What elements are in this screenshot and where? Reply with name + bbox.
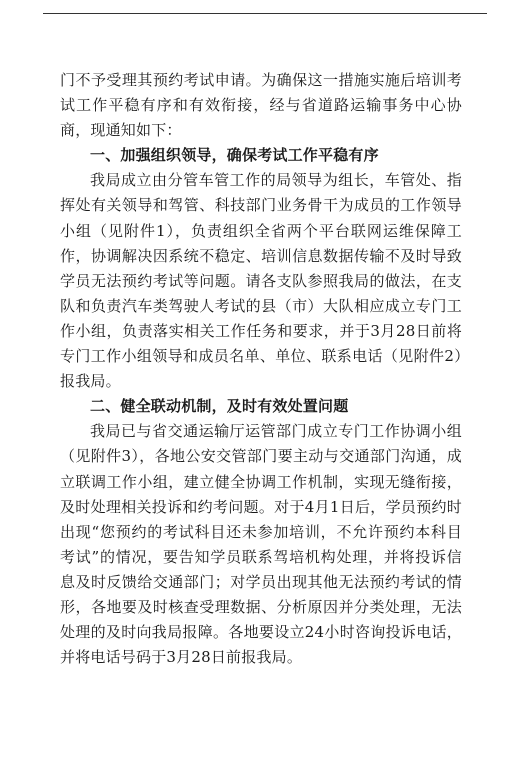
section-2-body: 我局已与省交通运输厅运管部门成立专门工作协调小组（见附件3），各地公安交管部门要主动与交通部门沟通，成立联调工作小组，建立健全协调工作机制，实现无缝衔接，及时处理相关投诉和约考问题。对于4月1日后，学员预约时出现“您预约的考试科目还未参加培训，不允许预约本科目考试”的情况，要告知学员联系驾培机构处理，并将投诉信息及时反馈给交通部门；对学员出现其他无法预约考试的情形，各地要及时核查受理数据、分析原因并分类处理，无法处理的及时向我局报障。各地要设立24小时咨询投诉电话，并将电话号码于3月28日前报我局。 xyxy=(60,422,462,667)
section-2-heading: 二、健全联动机制，及时有效处置问题 xyxy=(90,397,349,416)
document-body xyxy=(60,68,462,670)
section-1-body: 我局成立由分管车管工作的局领导为组长，车管处、指挥处有关领导和驾管、科技部门业务骨干为成员的工作领导小组（见附件1），负责组织全省两个平台联网运维保障工作，协调解决因系统不稳定、培训信息数据传输不及时导致学员无法预约考试等问题。请各支队参照我局的做法，在支队和负责汽车类驾驶人考试的县（市）大队相应成立专门工作小组，负责落实相关工作任务和要求，并于3月28日前将专门工作小组领导和成员名单、单位、联系电话（见附件2）报我局。 xyxy=(60,171,462,391)
header-rule xyxy=(43,13,487,14)
intro-paragraph: 门不予受理其预约考试申请。为确保这一措施实施后培训考试工作平稳有序和有效衔接，经与省道路运输事务中心协商，现通知如下： xyxy=(60,71,462,140)
section-1-heading: 一、加强组织领导，确保考试工作平稳有序 xyxy=(90,146,379,165)
